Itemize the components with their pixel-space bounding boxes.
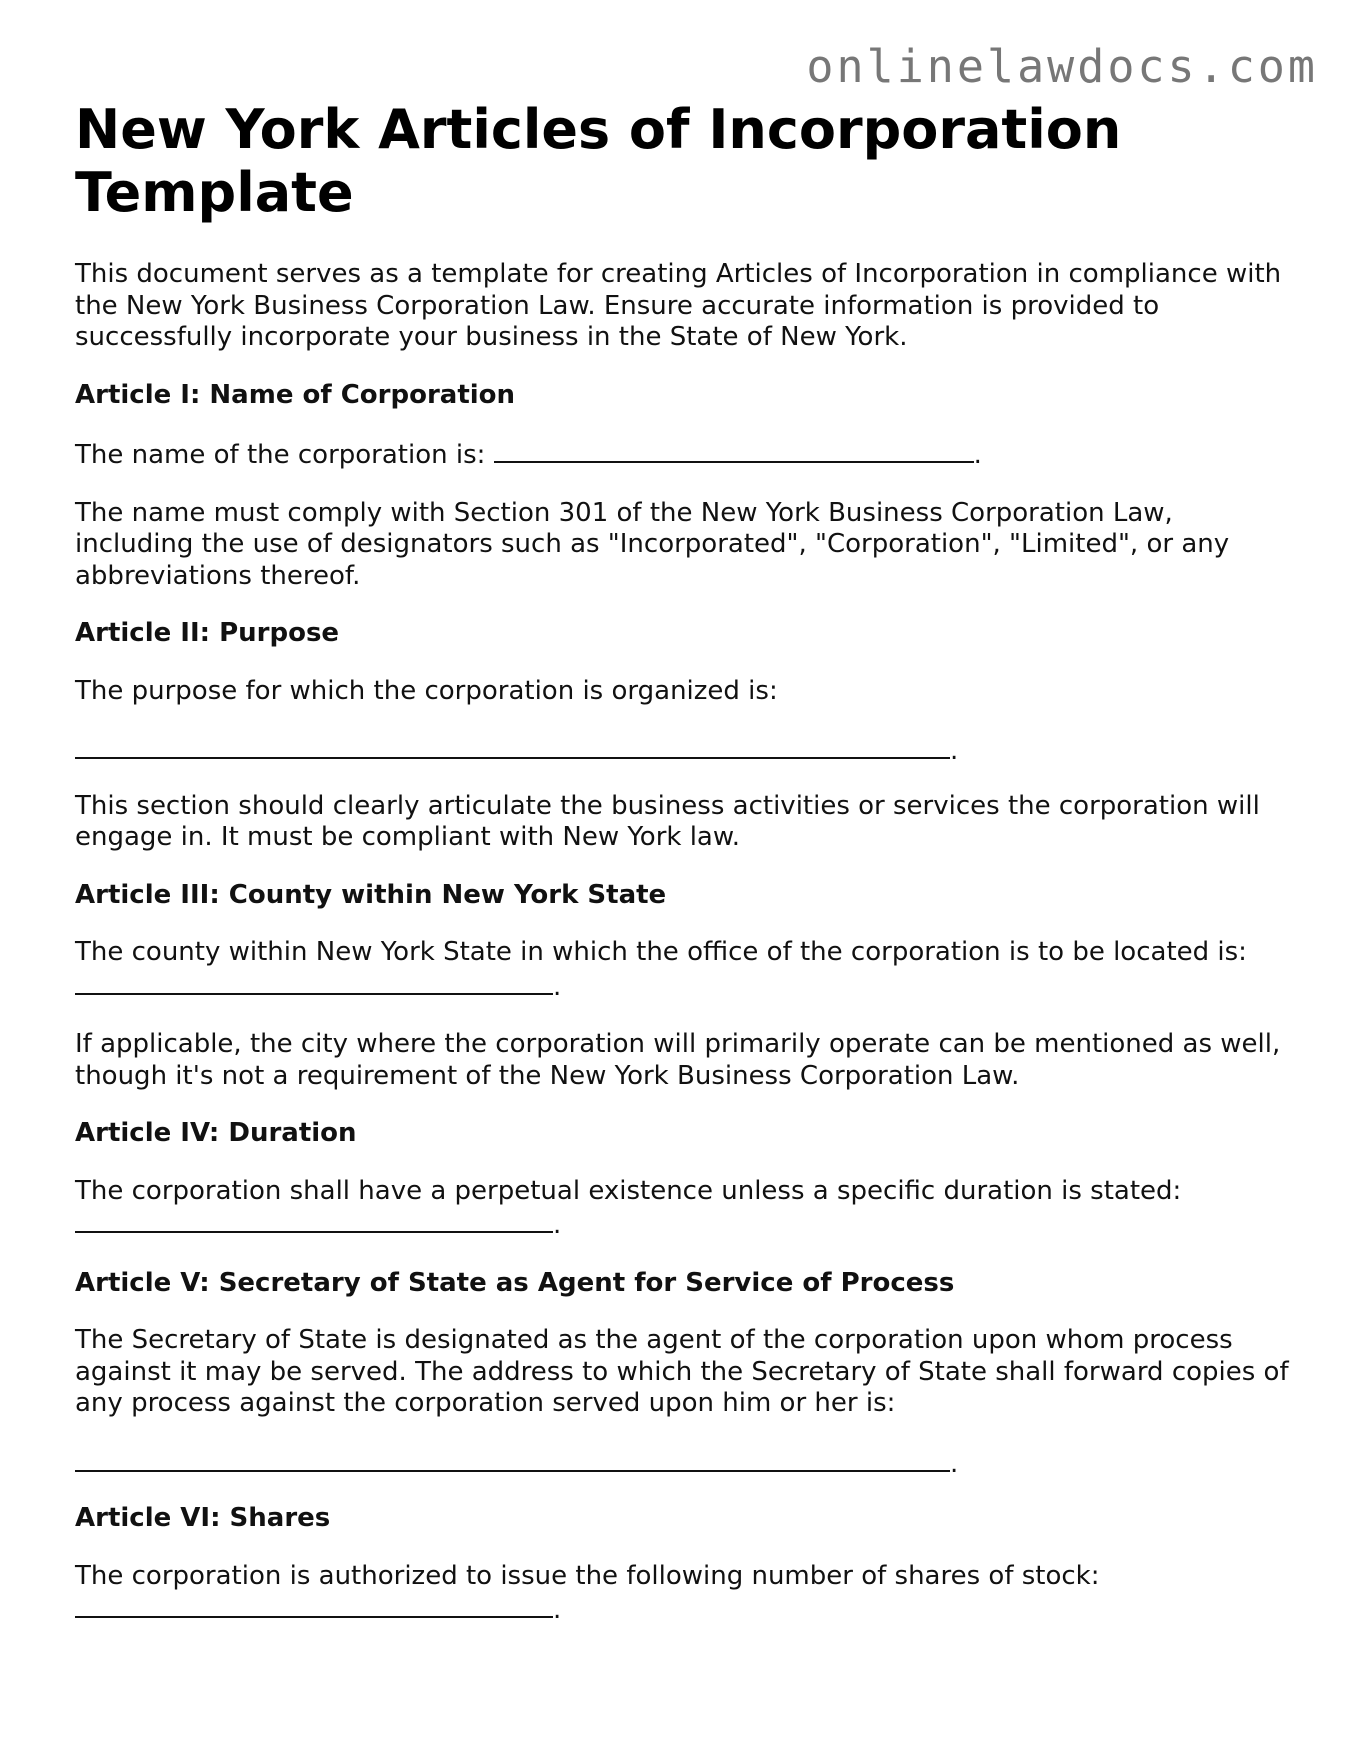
shares-field[interactable] [75,1592,553,1618]
article-2 [75,618,1290,854]
article-heading: Article II: Purpose [75,618,340,648]
blank-period: . [553,1210,562,1240]
article-prompt: The county within New York State in which the office of the corporation is to be located is: [75,937,1247,967]
blank-period: . [553,971,562,1002]
article-prompt: The corporation shall have a perpetual existence unless a specific duration is stated: [75,1175,1182,1206]
intro-paragraph: This document serves as a template for creating Articles of Incorporation in compliance with the New York Business Corporation Law. Ensure accurate information is provided to successfully incorporate your business in the State of New York. [75,259,1282,352]
article-prompt: The purpose for which the corporation is organized is: [75,675,778,706]
article-3 [75,880,1290,1093]
duration-field[interactable] [75,1207,553,1233]
prompt-text: The name of the corporation is: [75,440,494,470]
article-prompt: The Secretary of State is designated as the agent of the corporation upon whom process against it may be served. The address to which the Secretary of State shall forward copies of any process against the corporation served upon him or her is: [75,1325,1289,1418]
agent-address-field[interactable] [75,1446,950,1472]
article-note: If applicable, the city where the corporation will primarily operate can be mentioned as well, though it's not a requirement of the New York Business Corporation Law. [75,1029,1281,1091]
article-prompt: The corporation is authorized to issue the following number of shares of stock: [75,1560,1100,1591]
blank-period: . [553,1595,562,1625]
corporation-name-field[interactable] [494,437,974,463]
blank-period: . [973,440,982,470]
article-6 [75,1503,1290,1627]
purpose-field[interactable] [75,733,950,759]
purpose-line [75,733,1290,765]
article-note: The name must comply with Section 301 of the New York Business Corporation Law, including the use of designators such as "Incorporated", "Corporation", "Limited", or any abbreviations thereof. [75,497,1230,591]
county-line [75,969,1290,1004]
shares-line [75,1592,1290,1627]
blank-period: . [950,1448,959,1479]
county-field[interactable] [75,969,553,995]
article-heading: Article V: Secretary of State as Agent for Service of Process [75,1267,955,1298]
article-heading: Article I: Name of Corporation [75,379,516,410]
document-title: New York Articles of Incorporation Template [75,98,1122,224]
agent-address-line [75,1446,1290,1478]
article-4 [75,1118,1290,1242]
article-heading: Article VI: Shares [75,1503,331,1533]
article-prompt [75,437,1290,472]
article-5 [75,1268,1290,1478]
site-watermark: onlinelawdocs.com [806,40,1318,93]
document-body [75,98,1290,1627]
article-heading: Article IV: Duration [75,1118,357,1148]
article-heading: Article III: County within New York State [75,879,667,910]
blank-period: . [950,736,959,766]
duration-line [75,1207,1290,1242]
article-1 [75,380,1290,593]
article-note: This section should clearly articulate the business activities or services the corporation will engage in. It must be compliant with New York law. [75,790,1260,852]
